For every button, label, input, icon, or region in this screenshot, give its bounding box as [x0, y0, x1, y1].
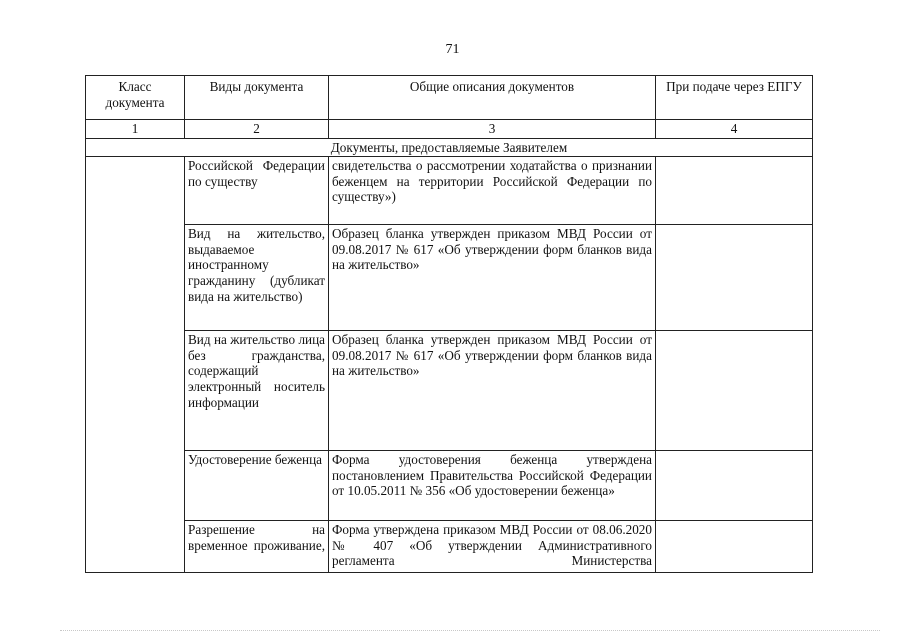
section-title: Документы, предоставляемые Заявителем	[86, 138, 813, 157]
document-description-cell: Образец бланка утвержден приказом МВД России от 09.08.2017 № 617 «Об утверждении форм бланков вида на жительство»	[329, 331, 656, 451]
header-document-class: Класс документа	[86, 76, 185, 120]
document-kind-cell: Удостоверение беженца	[185, 451, 329, 521]
table-row	[86, 157, 813, 225]
column-number: 4	[656, 120, 813, 139]
document-description-cell: Форма утверждена приказом МВД России от 08.06.2020 № 407 «Об утверждении Административного регламента Министерства	[329, 521, 656, 573]
scan-artifact-line	[60, 630, 880, 632]
header-document-description: Общие описания документов	[329, 76, 656, 120]
column-number: 2	[185, 120, 329, 139]
document-kind-cell: Российской Федерации по существу	[185, 157, 329, 225]
section-row	[86, 138, 813, 157]
epgu-cell	[656, 451, 813, 521]
table-row	[86, 225, 813, 331]
document-kind-cell: Разрешение на временное проживание,	[185, 521, 329, 573]
epgu-cell	[656, 521, 813, 573]
document-kind-cell: Вид на жительство лица без гражданства, содержащий электронный носитель информации	[185, 331, 329, 451]
document-description-cell: Образец бланка утвержден приказом МВД России от 09.08.2017 № 617 «Об утверждении форм бланков вида на жительство»	[329, 225, 656, 331]
column-number: 1	[86, 120, 185, 139]
table-row	[86, 521, 813, 573]
documents-table	[85, 75, 813, 573]
header-epgu: При подаче через ЕПГУ	[656, 76, 813, 120]
table-row	[86, 331, 813, 451]
page-number: 71	[445, 42, 460, 57]
column-number-row	[86, 120, 813, 139]
document-class-cell	[86, 157, 185, 573]
epgu-cell	[656, 225, 813, 331]
epgu-cell	[656, 331, 813, 451]
header-document-kind: Виды документа	[185, 76, 329, 120]
table-row	[86, 451, 813, 521]
epgu-cell	[656, 157, 813, 225]
document-description-cell: свидетельства о рассмотрении ходатайства о признании беженцем на территории Российской Федерации по существу»)	[329, 157, 656, 225]
document-description-cell: Форма удостоверения беженца утверждена постановлением Правительства Российской Федерации от 10.05.2011 № 356 «Об удостоверении беженца»	[329, 451, 656, 521]
header-row	[86, 76, 813, 120]
document-kind-cell: Вид на жительство, выдаваемое иностранному гражданину (дубликат вида на жительство)	[185, 225, 329, 331]
column-number: 3	[329, 120, 656, 139]
